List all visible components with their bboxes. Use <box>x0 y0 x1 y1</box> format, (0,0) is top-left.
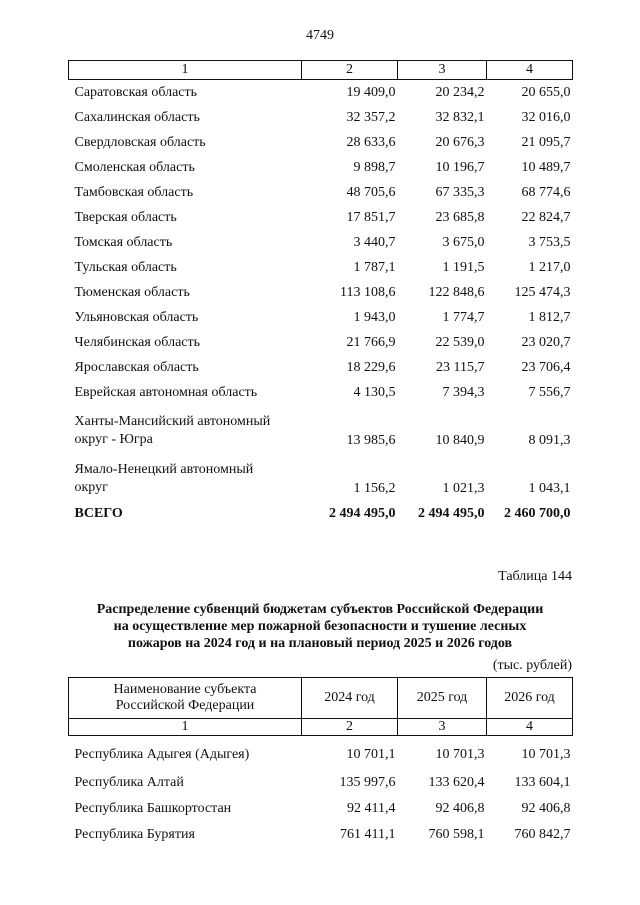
value-2025: 23 685,8 <box>435 209 485 225</box>
column-number: 4 <box>487 61 573 80</box>
value-2025: 23 115,7 <box>436 359 485 375</box>
column-number-row <box>69 61 573 80</box>
region-name-line: Ханты-Мансийский автономный <box>74 414 271 429</box>
subsidy-table-144 <box>68 677 573 848</box>
table-row <box>69 355 573 380</box>
value-2024: 9 898,7 <box>353 159 396 175</box>
value-2026: 3 753,5 <box>528 234 571 250</box>
table-row <box>69 80 573 106</box>
value-2024: 32 357,2 <box>346 109 396 125</box>
value-2025: 7 394,3 <box>442 384 485 400</box>
table-row <box>69 230 573 255</box>
value-2024: 21 766,9 <box>346 334 396 350</box>
value-2025: 92 406,8 <box>435 801 485 816</box>
value-2025: 3 675,0 <box>442 234 485 250</box>
region-name: Республика Башкортостан <box>74 801 232 816</box>
region-name-line: Ямало-Ненецкий автономный <box>74 462 254 477</box>
value-2024: 19 409,0 <box>346 84 396 100</box>
table-row <box>69 180 573 205</box>
header-2024: 2024 год <box>302 678 398 719</box>
value-2026: 68 774,6 <box>521 184 571 200</box>
table-row <box>69 255 573 280</box>
value-2024: 28 633,6 <box>346 134 396 150</box>
value-2025: 1 191,5 <box>442 259 485 275</box>
table-title <box>68 601 572 652</box>
value-2026: 10 489,7 <box>521 159 571 175</box>
value-2025: 20 234,2 <box>435 84 485 100</box>
region-name <box>69 405 302 453</box>
region-name: Еврейская автономная область <box>74 384 258 400</box>
value-2026: 20 655,0 <box>521 84 571 100</box>
column-number: 1 <box>69 61 302 80</box>
region-name: Свердловская область <box>74 134 206 150</box>
value-2026: 1 043,1 <box>528 481 571 496</box>
column-number-row <box>69 719 573 736</box>
table-title-line: на осуществление мер пожарной безопасности и тушение лесных <box>113 619 527 634</box>
table-label: Таблица 144 <box>498 569 572 584</box>
column-number: 2 <box>302 61 398 80</box>
value-2024: 4 130,5 <box>353 384 396 400</box>
value-2024: 17 851,7 <box>346 209 396 225</box>
value-2024: 1 156,2 <box>353 481 396 496</box>
value-2025: 122 848,6 <box>428 284 485 300</box>
value-2026: 32 016,0 <box>521 109 571 125</box>
region-name: Республика Бурятия <box>74 827 195 842</box>
column-number: 4 <box>487 719 573 736</box>
header-row <box>69 678 573 719</box>
region-name: Челябинская область <box>74 334 200 350</box>
total-2025: 2 494 495,0 <box>418 505 485 521</box>
table-row <box>69 380 573 405</box>
value-2026: 133 604,1 <box>514 775 571 790</box>
subsidy-table-continued <box>68 60 573 526</box>
value-2026: 7 556,7 <box>528 384 571 400</box>
value-2026: 1 217,0 <box>528 259 571 275</box>
value-2024: 18 229,6 <box>346 359 396 375</box>
units-label: (тыс. рублей) <box>492 658 572 673</box>
value-2025: 10 840,9 <box>435 433 485 448</box>
value-2024: 10 701,1 <box>346 747 396 762</box>
region-name: Тверская область <box>74 209 177 225</box>
value-2025: 1 021,3 <box>442 481 485 496</box>
value-2024: 92 411,4 <box>347 801 396 816</box>
total-label: ВСЕГО <box>74 505 123 521</box>
region-name: Смоленская область <box>74 159 195 175</box>
value-2025: 1 774,7 <box>442 309 485 325</box>
table-row <box>69 280 573 305</box>
value-2026: 8 091,3 <box>528 433 571 448</box>
table-row <box>69 305 573 330</box>
column-number: 1 <box>69 719 302 736</box>
region-name: Тамбовская область <box>74 184 194 200</box>
region-name: Республика Алтай <box>74 775 184 790</box>
region-name: Тюменская область <box>74 284 190 300</box>
value-2025: 10 196,7 <box>435 159 485 175</box>
value-2025: 67 335,3 <box>435 184 485 200</box>
table-row <box>69 453 573 501</box>
value-2025: 22 539,0 <box>435 334 485 350</box>
value-2024: 761 411,1 <box>340 827 396 842</box>
region-name: Саратовская область <box>74 84 198 100</box>
header-region-name <box>69 678 302 719</box>
value-2026: 10 701,3 <box>521 747 571 762</box>
value-2024: 1 943,0 <box>353 309 396 325</box>
value-2026: 22 824,7 <box>521 209 571 225</box>
table-row <box>69 130 573 155</box>
value-2025: 10 701,3 <box>435 747 485 762</box>
table-row <box>69 770 573 796</box>
region-name <box>69 453 302 501</box>
header-line: Наименование субъекта <box>113 682 257 697</box>
region-name: Томская область <box>74 234 173 250</box>
total-2026: 2 460 700,0 <box>504 505 571 521</box>
table-row <box>69 105 573 130</box>
value-2025: 760 598,1 <box>428 827 485 842</box>
header-2025: 2025 год <box>398 678 487 719</box>
table-title-line: пожаров на 2024 год и на плановый период 2025 и 2026 годов <box>127 636 513 651</box>
region-name: Ярославская область <box>74 359 199 375</box>
value-2026: 760 842,7 <box>514 827 571 842</box>
region-name: Тульская область <box>74 259 177 275</box>
column-number: 3 <box>398 61 487 80</box>
value-2024: 3 440,7 <box>353 234 396 250</box>
table-row <box>69 796 573 822</box>
region-name-line: округ - Югра <box>74 432 153 447</box>
header-2026: 2026 год <box>487 678 573 719</box>
region-name: Сахалинская область <box>74 109 200 125</box>
table-row <box>69 155 573 180</box>
value-2026: 23 706,4 <box>521 359 571 375</box>
value-2026: 125 474,3 <box>514 284 571 300</box>
value-2026: 1 812,7 <box>528 309 571 325</box>
value-2024: 113 108,6 <box>340 284 396 300</box>
table-title-line: Распределение субвенций бюджетам субъектов Российской Федерации <box>96 602 544 617</box>
value-2026: 21 095,7 <box>521 134 571 150</box>
value-2025: 32 832,1 <box>435 109 485 125</box>
region-name: Ульяновская область <box>74 309 199 325</box>
table-row <box>69 736 573 771</box>
region-name: Республика Адыгея (Адыгея) <box>74 747 250 762</box>
column-number: 3 <box>398 719 487 736</box>
table-row <box>69 205 573 230</box>
table-row <box>69 405 573 453</box>
page-number: 4749 <box>306 28 334 43</box>
total-2024: 2 494 495,0 <box>329 505 396 521</box>
value-2024: 1 787,1 <box>353 259 396 275</box>
value-2025: 20 676,3 <box>435 134 485 150</box>
value-2026: 92 406,8 <box>521 801 571 816</box>
value-2026: 23 020,7 <box>521 334 571 350</box>
region-name-line: округ <box>74 480 108 495</box>
value-2024: 135 997,6 <box>339 775 396 790</box>
table-row <box>69 330 573 355</box>
value-2025: 133 620,4 <box>428 775 485 790</box>
column-number: 2 <box>302 719 398 736</box>
header-line: Российской Федерации <box>115 698 255 713</box>
value-2024: 48 705,6 <box>346 184 396 200</box>
table-row <box>69 822 573 848</box>
value-2024: 13 985,6 <box>346 433 396 448</box>
total-row <box>69 501 573 526</box>
